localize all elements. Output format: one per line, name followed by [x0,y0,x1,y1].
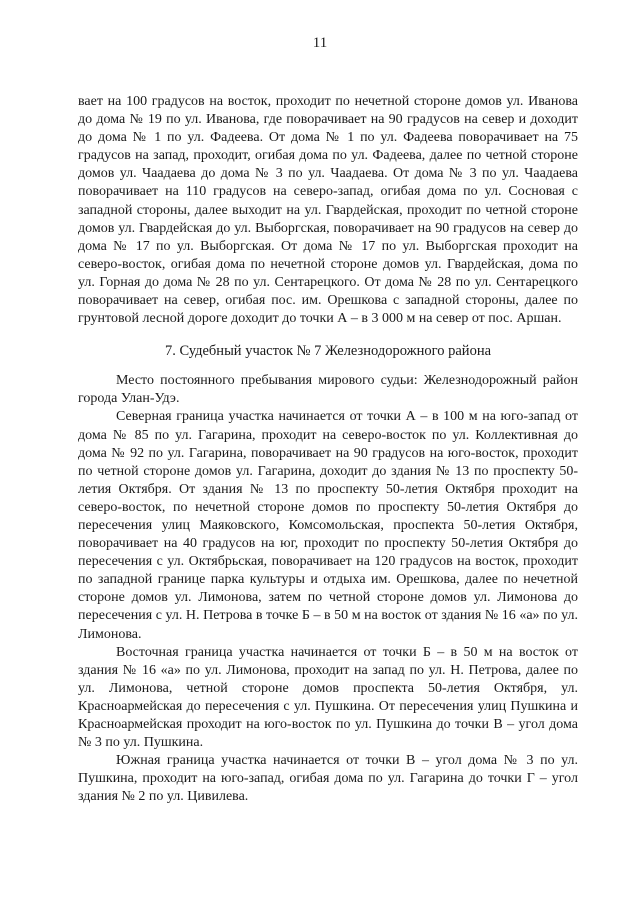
paragraph-east-boundary: Восточная граница участка начинается от точки Б – в 50 м на восток от здания № 16 «а» по ул. Лимонова, проходит на запад по ул. Н. Петрова, далее по ул. Лимонова, четной стороне домов проспекта 50-летия Октября, ул. Красноармейская до пересечения с ул. Пушкина. От пересечения улиц Пушкина и Красноармейская проходит на юго-восток по ул. Пушкина до точки В – угол дома № 3 по ул. Пушкина. [78,644,578,751]
paragraph-north-boundary: Северная граница участка начинается от точки А – в 100 м на юго-запад от дома № 85 по ул. Гагарина, проходит на северо-восток по ул. Коллективная до дома № 92 по ул. Гагарина, поворачивает на 90 градусов на юго-восток, проходит по четной стороне домов ул. Гагарина, доходит до здания № 13 по проспекту 50-летия Октября. От здания № 13 по проспекту 50-летия Октября проходит на северо-восток, по нечетной стороне домов по проспекту 50-летия Октября до пересечения улиц Маяковского, Комсомольская, проспекта 50-летия Октября, поворачивает на 40 градусов на юг, проходит по проспекту 50-летия Октября до пересечения с ул. Октябрьская, поворачивает на 120 градусов на восток, проходит по западной границе парка культуры и отдыха им. Орешкова, далее по нечетной стороне домов ул. Лимонова, затем по четной стороне домов ул. Лимонова до пересечения с ул. Н. Петрова в точке Б – в 50 м на восток от здания № 16 «а» по ул. Лимонова. [78,409,578,642]
section-heading: 7. Судебный участок № 7 Железнодорожного района [164,343,492,360]
paragraph-south-boundary: Южная граница участка начинается от точки В – угол дома № 3 по ул. Пушкина, проходит на юго-запад, огибая дома по ул. Гагарина до точки Г – угол здания № 2 по ул. Цивилева. [78,753,578,805]
paragraph-continuation: вает на 100 градусов на восток, проходит по нечетной стороне домов ул. Иванова до дома № 19 по ул. Иванова, где поворачивает на 90 градусов на север и доходит до дома № 1 по ул. Фадеева. От дома № 1 по ул. Фадеева поворачивает на 75 градусов на запад, проходит, огибая дома по ул. Фадеева, далее по четной стороне домов ул. Чаадаева до дома № 3 по ул. Чаадаева. От дома № 3 по ул. Чаадаева поворачивает на 110 градусов на северо-запад, огибая дома по ул. Сосновая с западной стороны, далее выходит на ул. Гвардейская, проходит по четной стороне домов ул. Гвардейская до ул. Выборгская, поворачивает на 90 градусов на север до дома № 17 по ул. Выборгская. От дома № 17 по ул. Выборгская проходит на северо-восток, огибая дома по нечетной стороне домов ул. Гвардейская, дома по ул. Горная до дома № 28 по ул. Сентарецкого. От дома № 28 по ул. Сентарецкого поворачивает на север, огибая пос. им. Орешкова с западной стороны, далее по грунтовой лесной дороге доходит до точки А – в 3 000 м на север от пос. Аршан. [78,94,578,327]
document-body [78,93,578,806]
page-number: 11 [312,35,328,51]
paragraph-judge-location: Место постоянного пребывания мирового судьи: Железнодорожный район города Улан-Удэ. [78,373,578,407]
